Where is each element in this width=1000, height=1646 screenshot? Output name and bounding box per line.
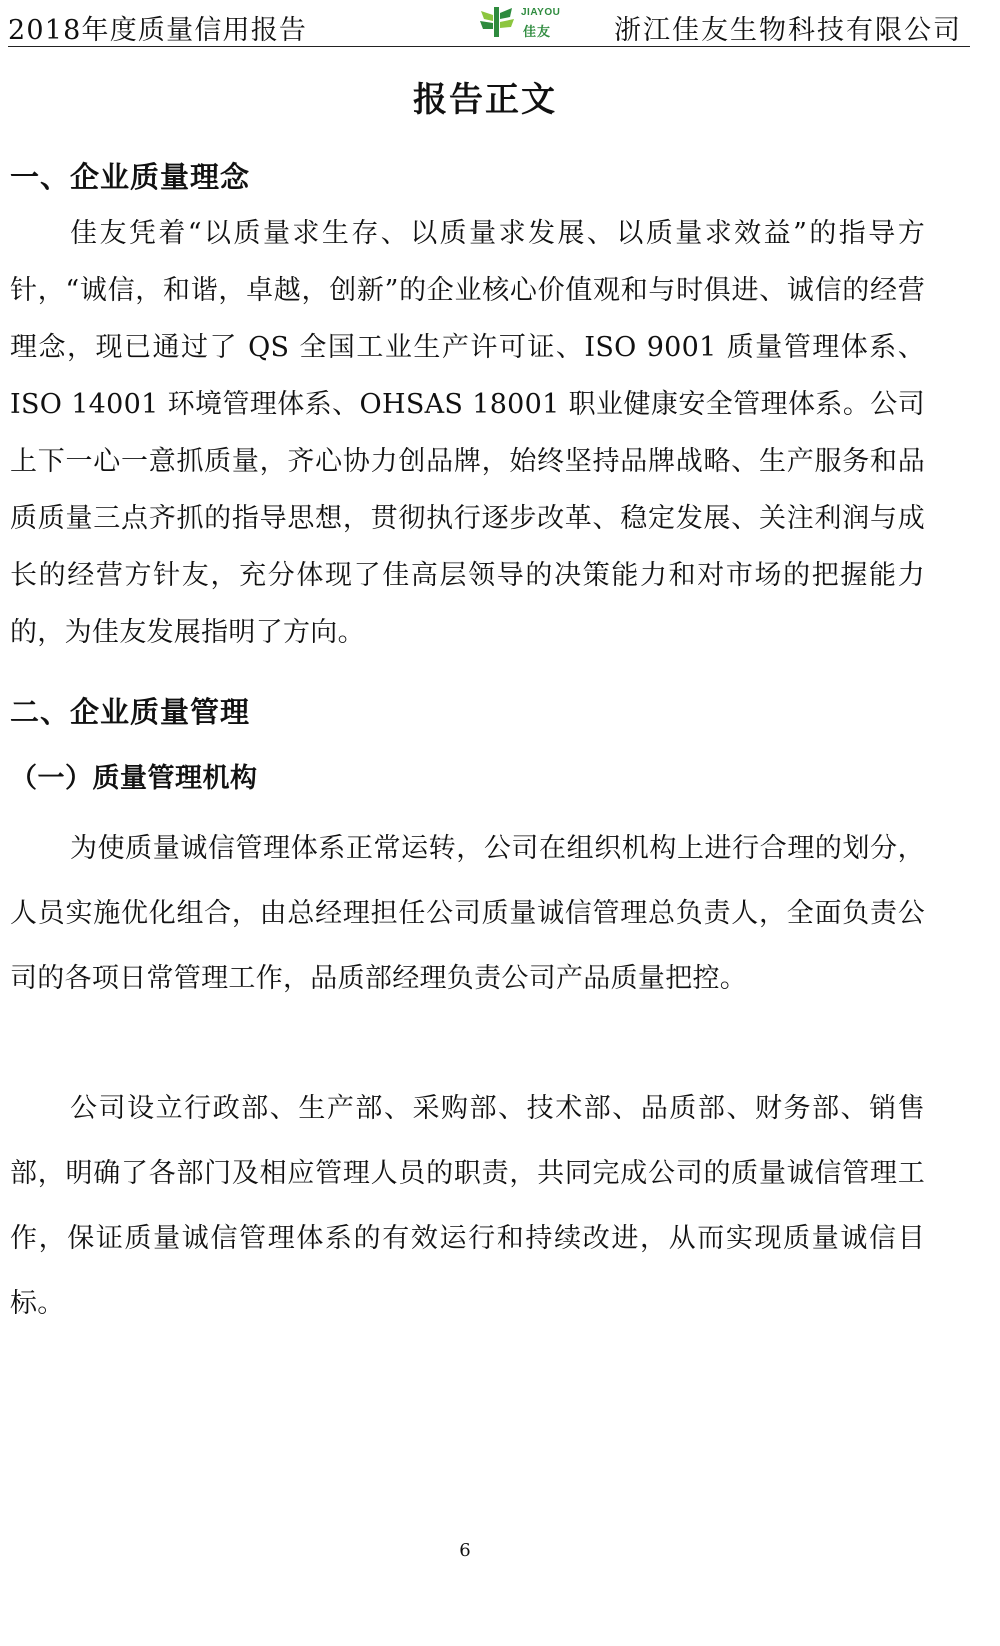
company-name: 浙江佳友生物科技有限公司	[614, 15, 962, 46]
subsection1-heading: （一）质量管理机构	[10, 763, 258, 794]
page-number: 6	[459, 1540, 471, 1561]
page-title: 报告正文	[413, 80, 557, 120]
report-year-title: 2018年度质量信用报告	[8, 15, 308, 46]
page-header	[8, 4, 970, 47]
section2-heading: 二、企业质量管理	[10, 695, 251, 729]
logo-text-chinese: 佳友	[523, 25, 552, 40]
logo-text-english: JIAYOU	[521, 7, 561, 18]
company-logo	[478, 4, 568, 42]
subsection1-paragraph-2: 公司设立行政部、生产部、采购部、技术部、品质部、财务部、销售部，明确了各部门及相应管理人员的职责，共同完成公司的质量诚信管理工作，保证质量诚信管理体系的有效运行和持续改进，从而实现质量诚信目标。	[10, 1093, 925, 1319]
section1-paragraph: 佳友凭着“以质量求生存、以质量求发展、以质量求效益”的指导方针，“诚信，和谐，卓越，创新”的企业核心价值观和与时俱进、诚信的经营理念，现已通过了 QS 全国工业生产许可证、ISO 9001 质量管理体系、ISO 14001 环境管理体系、OHSAS 18001 职业健康安全管理体系。公司上下一心一意抓质量，齐心协力创品牌，始终坚持品牌战略、生产服务和品质质量三点齐抓的指导思想，贯彻执行逐步改革、稳定发展、关注利润与成长的经营方针友，充分体现了佳高层领导的决策能力和对市场的把握能力的，为佳友发展指明了方向。	[10, 218, 925, 648]
leaf-logo-icon	[478, 5, 518, 41]
subsection1-paragraph-1: 为使质量诚信管理体系正常运转，公司在组织机构上进行合理的划分，人员实施优化组合，由总经理担任公司质量诚信管理总负责人，全面负责公司的各项日常管理工作，品质部经理负责公司产品质量把控。	[10, 833, 925, 994]
section1-heading: 一、企业质量理念	[10, 160, 251, 194]
